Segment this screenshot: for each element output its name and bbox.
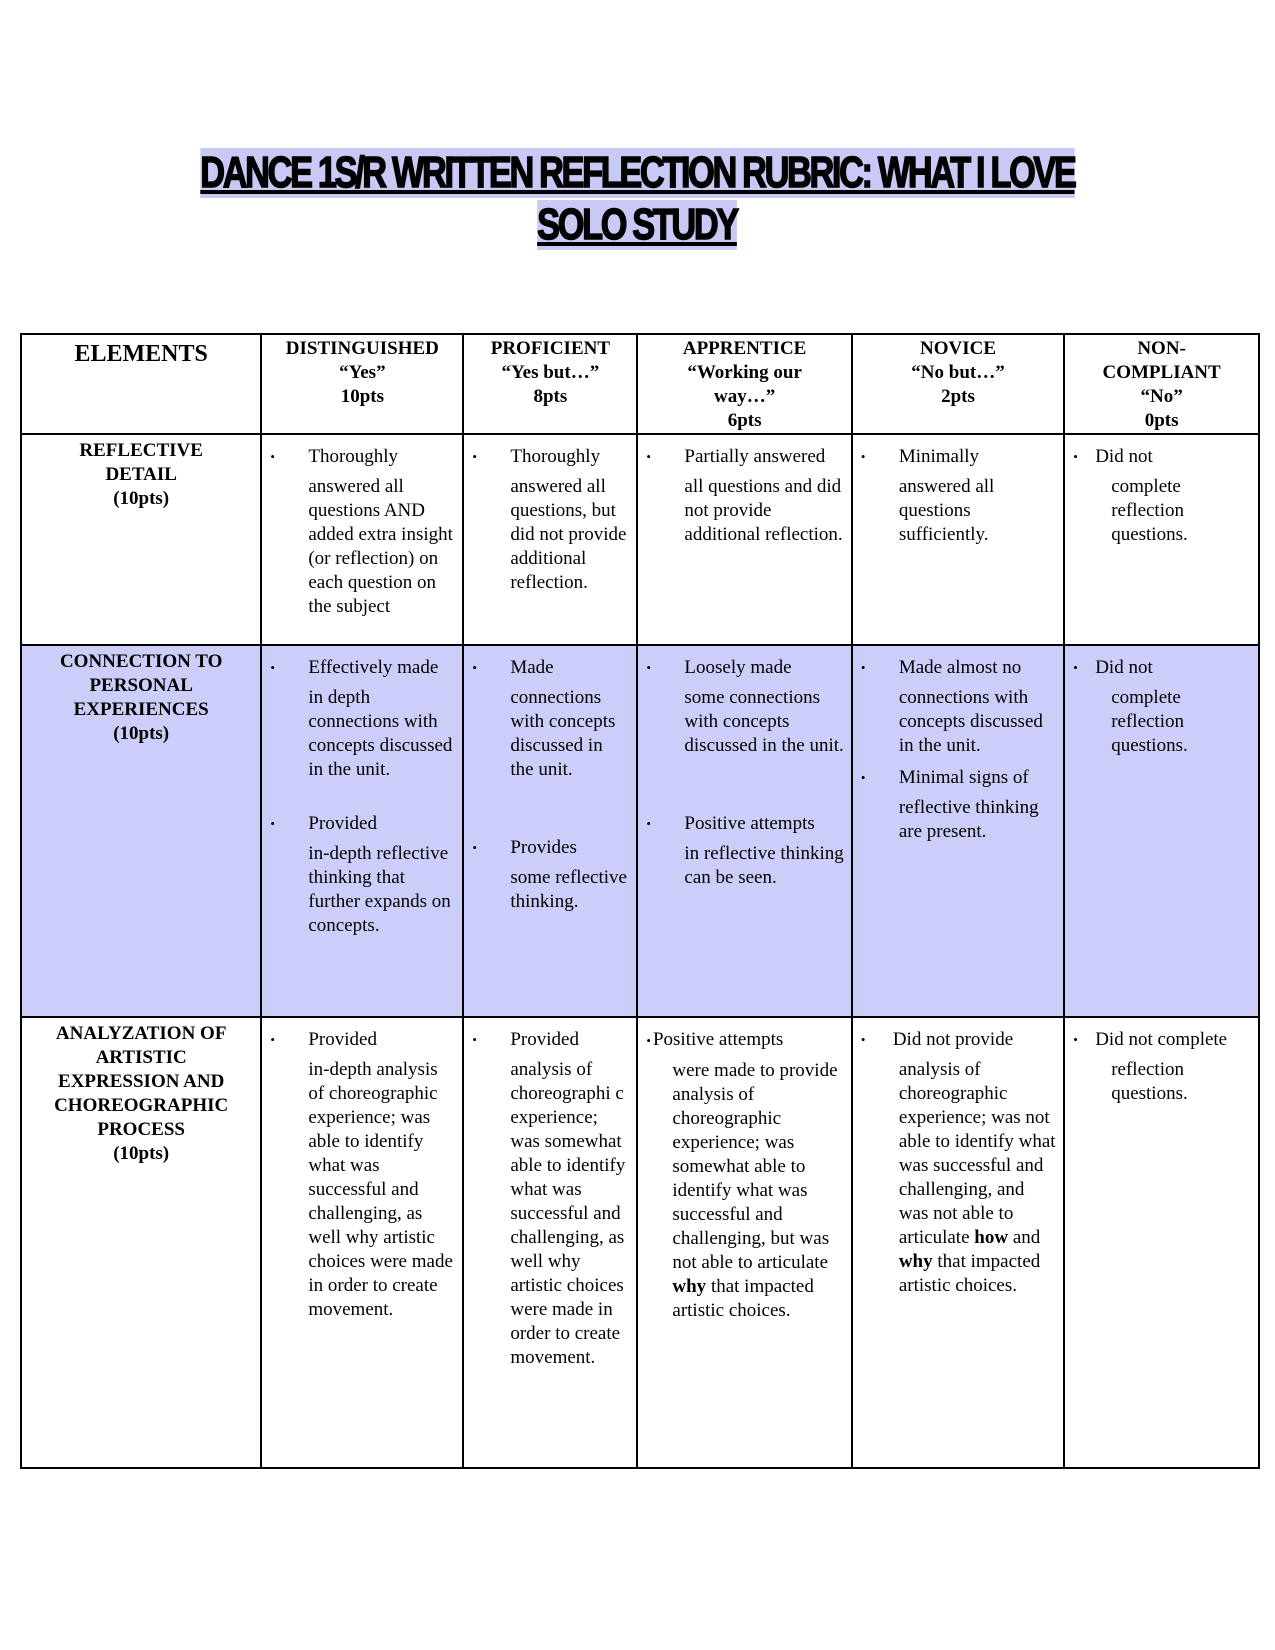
bullet-icon: • xyxy=(1073,1032,1078,1047)
bullet-icon: • xyxy=(270,449,275,464)
criterion-item: • Did not complete reflection questions. xyxy=(1073,446,1188,545)
bullet-icon: • xyxy=(472,1032,477,1047)
bullet-icon: • xyxy=(1073,660,1078,675)
bullet-icon: • xyxy=(860,770,866,785)
criterion-item: • Effectively made in depth connections with concepts discussed in the unit. xyxy=(270,657,453,780)
bullet-icon: • xyxy=(860,660,866,675)
header-elements: ELEMENTS xyxy=(21,334,261,434)
criterion-item: • Positive attempts in reflective thinking can be seen. xyxy=(646,813,844,888)
title-line-1: DANCE 1S/R WRITTEN REFLECTION RUBRIC: WHAT I LOVE xyxy=(200,148,1075,197)
criterion-item: • Provided in-depth analysis of choreographic experience; was able to identify what was successful and challenging, as well why artistic choices were made in order to create movement. xyxy=(270,1029,453,1320)
bullet-icon: • xyxy=(472,840,477,855)
title-line-2: SOLO STUDY xyxy=(537,200,738,249)
cell-apprentice xyxy=(637,1017,851,1468)
element-analyzation-artistic-expression: ANALYZATION OF ARTISTIC EXPRESSION AND CHOREOGRAPHIC PROCESS (10pts) xyxy=(21,1017,261,1468)
criterion-item: • Partially answered all questions and did not provide additional reflection. xyxy=(646,446,843,545)
cell-proficient xyxy=(463,1017,637,1468)
criterion-item: • Loosely made some connections with concepts discussed in the unit. xyxy=(646,657,844,756)
bullet-icon: • xyxy=(270,660,275,675)
bullet-icon: • xyxy=(646,660,651,675)
bullet-icon: • xyxy=(270,1032,275,1047)
row-analyzation-artistic-expression xyxy=(21,1017,1259,1468)
cell-apprentice xyxy=(637,434,851,645)
document-title xyxy=(0,148,1275,250)
cell-novice xyxy=(852,645,1064,1017)
criterion-item: • Made connections with concepts discussed in the unit. xyxy=(472,657,616,780)
rubric-table xyxy=(20,333,1260,1469)
criterion-item: • Provided analysis of choreographi c experience; was somewhat able to identify what was successful and challenging, as well why artistic choices were made in order to create movement. xyxy=(472,1029,626,1368)
header-row xyxy=(21,334,1259,434)
row-connection-personal-experiences xyxy=(21,645,1259,1017)
row-reflective-detail xyxy=(21,434,1259,645)
cell-non-compliant xyxy=(1064,434,1259,645)
bullet-icon: • xyxy=(646,449,651,464)
cell-proficient xyxy=(463,645,637,1017)
cell-non-compliant xyxy=(1064,1017,1259,1468)
cell-distinguished xyxy=(261,645,463,1017)
element-connection-personal-experiences: CONNECTION TO PERSONAL EXPERIENCES (10pts) xyxy=(21,645,261,1017)
bullet-icon: • xyxy=(646,1033,651,1048)
criterion-item: • Did not provide analysis of choreographic experience; was not able to identify what was successful and challenging, and was not able to articulate how and why that impacted artistic choices. xyxy=(860,1029,1056,1296)
criterion-item: • Did not complete reflection questions. xyxy=(1073,657,1188,756)
bullet-icon: • xyxy=(646,816,651,831)
bullet-icon: • xyxy=(270,816,275,831)
criterion-item: • Provided in-depth reflective thinking that further expands on concepts. xyxy=(270,813,451,936)
cell-novice xyxy=(852,434,1064,645)
element-reflective-detail: REFLECTIVE DETAIL (10pts) xyxy=(21,434,261,645)
criterion-item: • Minimally answered all questions sufficiently. xyxy=(860,446,995,545)
cell-proficient xyxy=(463,434,637,645)
bullet-icon: • xyxy=(860,449,866,464)
criterion-item: • Minimal signs of reflective thinking are present. xyxy=(860,767,1039,842)
header-proficient: PROFICIENT “Yes but…” 8pts xyxy=(463,334,637,434)
criterion-item: • Positive attempts were made to provide analysis of choreographic experience; was somewhat able to identify what was successful and challenging, but was not able to articulate why that impacted artistic choices. xyxy=(646,1029,838,1321)
criterion-item: • Did not complete reflection questions. xyxy=(1073,1029,1228,1104)
cell-novice xyxy=(852,1017,1064,1468)
header-distinguished: DISTINGUISHED “Yes” 10pts xyxy=(261,334,463,434)
cell-apprentice xyxy=(637,645,851,1017)
bullet-icon: • xyxy=(1073,449,1078,464)
header-apprentice: APPRENTICE “Working our way…” 6pts xyxy=(637,334,851,434)
cell-distinguished xyxy=(261,1017,463,1468)
criterion-item: • Made almost no connections with concepts discussed in the unit. xyxy=(860,657,1043,756)
criterion-item: • Thoroughly answered all questions AND added extra insight (or reflection) on each question on the subject xyxy=(270,446,453,617)
header-non-compliant: NON- COMPLIANT “No” 0pts xyxy=(1064,334,1259,434)
header-novice: NOVICE “No but…” 2pts xyxy=(852,334,1064,434)
criterion-item: • Thoroughly answered all questions, but did not provide additional reflection. xyxy=(472,446,627,593)
cell-non-compliant xyxy=(1064,645,1259,1017)
bullet-icon: • xyxy=(472,660,477,675)
bullet-icon: • xyxy=(860,1032,866,1047)
criterion-item: • Provides some reflective thinking. xyxy=(472,837,627,912)
cell-distinguished xyxy=(261,434,463,645)
bullet-icon: • xyxy=(472,449,477,464)
